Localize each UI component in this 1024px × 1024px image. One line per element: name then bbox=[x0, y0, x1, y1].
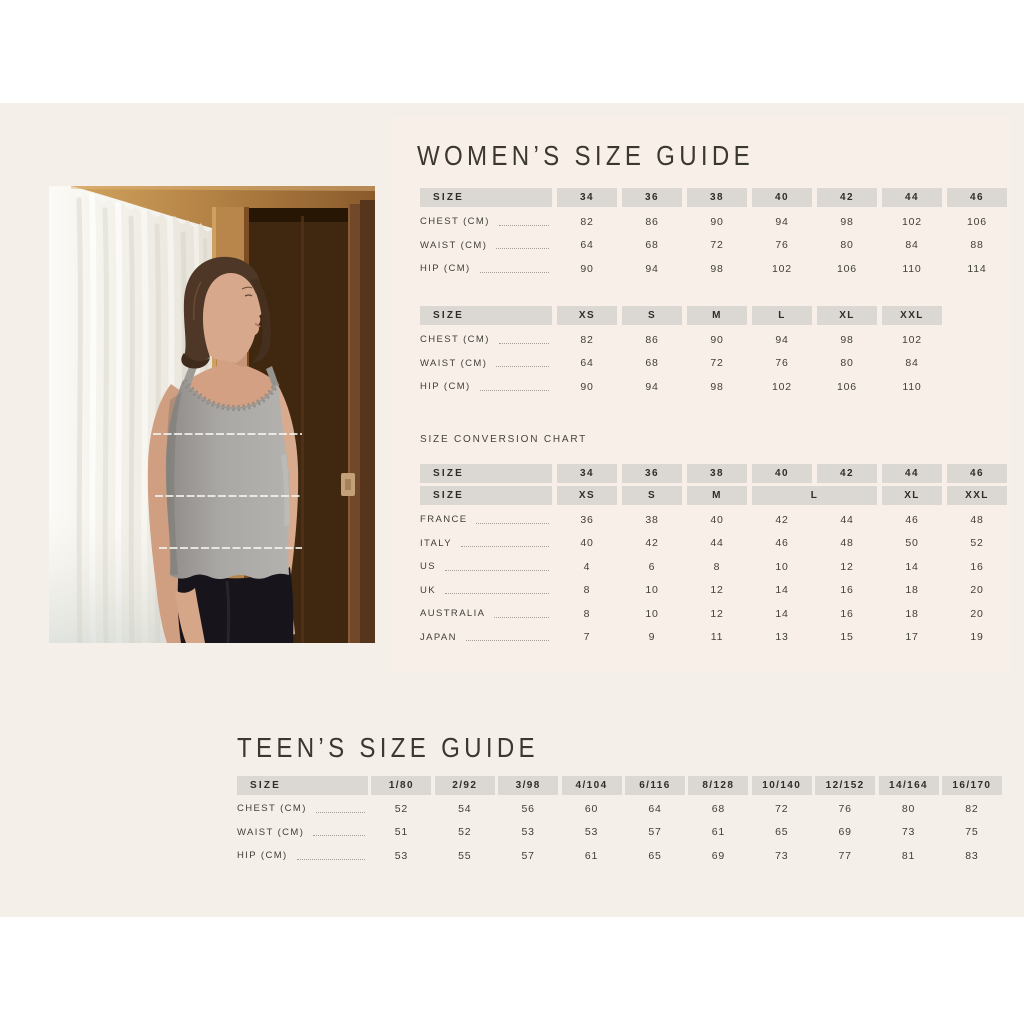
value-cell: 72 bbox=[710, 357, 724, 370]
size-header-cell: 42 bbox=[817, 188, 877, 207]
size-column-header-label: SIZE bbox=[237, 776, 368, 795]
row-label bbox=[420, 240, 552, 251]
row-label-text: HIP (CM) bbox=[420, 381, 471, 393]
row-label bbox=[237, 850, 368, 861]
measurement-row bbox=[420, 579, 1007, 603]
size-header-cell: 34 bbox=[557, 464, 617, 483]
value-cell: 38 bbox=[645, 513, 659, 526]
value-cell: 61 bbox=[711, 826, 725, 839]
size-header-cell: 6/116 bbox=[625, 776, 685, 795]
row-label bbox=[420, 514, 552, 525]
size-header-row bbox=[420, 486, 1007, 505]
size-header-cell: 4/104 bbox=[562, 776, 622, 795]
value-cell: 16 bbox=[840, 584, 854, 597]
value-cell: 52 bbox=[458, 826, 472, 839]
dotted-leader bbox=[445, 569, 549, 571]
value-cell: 94 bbox=[645, 380, 659, 393]
size-header-cell: 14/164 bbox=[879, 776, 939, 795]
dotted-leader bbox=[496, 365, 549, 367]
value-cell: 12 bbox=[710, 584, 724, 597]
dotted-leader bbox=[316, 811, 365, 813]
value-cell: 94 bbox=[775, 215, 789, 228]
value-cell: 94 bbox=[775, 333, 789, 346]
value-cell: 106 bbox=[837, 262, 857, 275]
value-cell: 102 bbox=[772, 380, 792, 393]
value-cell: 9 bbox=[648, 631, 656, 644]
size-column-header-label: SIZE bbox=[420, 188, 552, 207]
size-header-cell: L bbox=[752, 306, 812, 325]
value-cell: 19 bbox=[970, 631, 984, 644]
door-top-shadow bbox=[249, 208, 348, 222]
value-cell: 98 bbox=[840, 215, 854, 228]
value-cell: 53 bbox=[521, 826, 535, 839]
value-cell: 110 bbox=[902, 380, 922, 393]
model-photo-graphic bbox=[49, 186, 375, 643]
bottom-white-band bbox=[0, 917, 1024, 1024]
row-label-text: CHEST (CM) bbox=[420, 216, 490, 228]
row-label bbox=[420, 632, 552, 643]
row-label-text: FRANCE bbox=[420, 514, 468, 526]
value-cell: 8 bbox=[583, 584, 591, 597]
teen-size-guide-title: TEEN’S SIZE GUIDE bbox=[237, 732, 539, 763]
row-label bbox=[420, 263, 552, 274]
value-cell: 106 bbox=[967, 215, 987, 228]
dotted-leader bbox=[461, 545, 549, 547]
value-cell: 102 bbox=[772, 262, 792, 275]
value-cell: 8 bbox=[583, 607, 591, 620]
value-cell: 64 bbox=[648, 802, 662, 815]
value-cell: 40 bbox=[710, 513, 724, 526]
dotted-leader bbox=[466, 639, 549, 641]
value-cell: 80 bbox=[840, 357, 854, 370]
size-column-header-label: SIZE bbox=[420, 486, 552, 505]
value-cell: 46 bbox=[905, 513, 919, 526]
row-label bbox=[420, 381, 552, 392]
value-cell: 17 bbox=[905, 631, 919, 644]
measurement-row bbox=[420, 532, 1007, 556]
row-label-text: WAIST (CM) bbox=[420, 239, 488, 251]
value-cell: 53 bbox=[394, 849, 409, 862]
value-cell: 57 bbox=[521, 849, 535, 862]
value-cell: 68 bbox=[645, 239, 659, 252]
measurement-row bbox=[420, 234, 1007, 258]
value-cell: 51 bbox=[394, 826, 409, 839]
measurement-row bbox=[237, 821, 1002, 845]
value-cell: 83 bbox=[965, 849, 979, 862]
women-alpha-size-table bbox=[420, 306, 1007, 399]
value-cell: 11 bbox=[710, 631, 724, 644]
value-cell: 69 bbox=[711, 849, 725, 862]
value-cell: 82 bbox=[965, 802, 979, 815]
value-cell: 76 bbox=[838, 802, 852, 815]
measurement-row bbox=[420, 210, 1007, 234]
value-cell: 44 bbox=[840, 513, 854, 526]
women-size-guide-title: WOMEN’S SIZE GUIDE bbox=[417, 140, 754, 171]
measurement-row bbox=[420, 555, 1007, 579]
value-cell: 10 bbox=[645, 584, 659, 597]
value-cell: 110 bbox=[902, 262, 922, 275]
row-label bbox=[237, 803, 368, 814]
top-white-band bbox=[0, 0, 1024, 103]
value-cell: 10 bbox=[645, 607, 659, 620]
size-header-cell: 38 bbox=[687, 464, 747, 483]
size-header-cell: M bbox=[687, 486, 747, 505]
value-cell: 10 bbox=[775, 560, 789, 573]
size-header-row bbox=[237, 776, 1002, 795]
measurement-row bbox=[420, 508, 1007, 532]
value-cell: 20 bbox=[970, 607, 984, 620]
value-cell: 54 bbox=[458, 802, 472, 815]
value-cell: 14 bbox=[775, 584, 789, 597]
size-header-cell: 46 bbox=[947, 464, 1007, 483]
size-header-cell: 8/128 bbox=[688, 776, 748, 795]
size-header-cell: XL bbox=[817, 306, 877, 325]
dotted-leader bbox=[480, 271, 549, 273]
size-header-cell: 38 bbox=[687, 188, 747, 207]
teen-size-table bbox=[237, 776, 1002, 868]
value-cell: 90 bbox=[710, 215, 724, 228]
door-panel-line bbox=[301, 216, 304, 643]
value-cell: 75 bbox=[965, 826, 979, 839]
size-header-cell: L bbox=[752, 486, 877, 505]
value-cell: 98 bbox=[840, 333, 854, 346]
value-cell: 65 bbox=[775, 826, 789, 839]
size-header-cell: XS bbox=[557, 486, 617, 505]
size-header-cell: 40 bbox=[752, 464, 812, 483]
value-cell: 53 bbox=[584, 826, 599, 839]
size-header-cell: 46 bbox=[947, 188, 1007, 207]
size-header-row bbox=[420, 306, 1007, 325]
dotted-leader bbox=[494, 616, 549, 618]
value-cell: 52 bbox=[394, 802, 409, 815]
value-cell: 12 bbox=[840, 560, 854, 573]
size-header-cell: 10/140 bbox=[752, 776, 812, 795]
value-cell: 14 bbox=[905, 560, 919, 573]
pants-crease bbox=[227, 581, 229, 643]
dotted-leader bbox=[445, 592, 549, 594]
size-header-cell: 16/170 bbox=[942, 776, 1002, 795]
size-column-header-label: SIZE bbox=[420, 464, 552, 483]
value-cell: 44 bbox=[710, 537, 724, 550]
row-label-text: UK bbox=[420, 584, 436, 596]
size-header-cell: 42 bbox=[817, 464, 877, 483]
value-cell: 72 bbox=[775, 802, 789, 815]
frame-highlight bbox=[348, 204, 350, 643]
value-cell: 48 bbox=[970, 513, 984, 526]
value-cell: 98 bbox=[710, 262, 724, 275]
value-cell: 90 bbox=[710, 333, 724, 346]
right-edge-wood bbox=[360, 200, 375, 643]
row-label-text: ITALY bbox=[420, 537, 452, 549]
dotted-leader bbox=[480, 389, 549, 391]
value-cell: 77 bbox=[838, 849, 852, 862]
dotted-leader bbox=[476, 522, 549, 524]
value-cell: 94 bbox=[645, 262, 659, 275]
dotted-leader bbox=[313, 834, 365, 836]
value-cell: 98 bbox=[710, 380, 724, 393]
value-cell: 40 bbox=[580, 537, 594, 550]
value-cell: 86 bbox=[645, 215, 659, 228]
size-header-cell: 36 bbox=[622, 464, 682, 483]
size-header-cell: 12/152 bbox=[815, 776, 875, 795]
row-label-text: AUSTRALIA bbox=[420, 608, 486, 620]
value-cell: 18 bbox=[905, 607, 919, 620]
value-cell: 72 bbox=[710, 239, 724, 252]
value-cell: 42 bbox=[775, 513, 789, 526]
value-cell: 102 bbox=[902, 215, 922, 228]
size-header-cell: XL bbox=[882, 486, 942, 505]
value-cell: 114 bbox=[967, 262, 987, 275]
model-photo bbox=[49, 186, 375, 643]
value-cell: 20 bbox=[970, 584, 984, 597]
value-cell: 36 bbox=[580, 513, 594, 526]
value-cell: 42 bbox=[645, 537, 659, 550]
value-cell: 69 bbox=[838, 826, 852, 839]
row-label-text: WAIST (CM) bbox=[237, 826, 305, 838]
value-cell: 80 bbox=[901, 802, 916, 815]
value-cell: 82 bbox=[580, 215, 594, 228]
row-label-text: CHEST (CM) bbox=[420, 334, 490, 346]
value-cell: 6 bbox=[648, 560, 656, 573]
dotted-leader bbox=[499, 224, 549, 226]
measurement-row bbox=[237, 844, 1002, 868]
row-label bbox=[420, 538, 552, 549]
dotted-leader bbox=[496, 247, 549, 249]
size-header-cell: XS bbox=[557, 306, 617, 325]
value-cell: 84 bbox=[905, 357, 919, 370]
size-header-cell: 1/80 bbox=[371, 776, 431, 795]
size-header-cell: XXL bbox=[882, 306, 942, 325]
women-numeric-size-table bbox=[420, 188, 1007, 281]
value-cell: 80 bbox=[840, 239, 854, 252]
value-cell: 48 bbox=[840, 537, 854, 550]
value-cell: 12 bbox=[710, 607, 724, 620]
value-cell: 50 bbox=[905, 537, 919, 550]
measurement-row bbox=[420, 626, 1007, 650]
value-cell: 102 bbox=[902, 333, 922, 346]
size-header-cell: M bbox=[687, 306, 747, 325]
measurement-row bbox=[420, 257, 1007, 281]
size-header-cell: 34 bbox=[557, 188, 617, 207]
row-label bbox=[420, 585, 552, 596]
row-label-text: JAPAN bbox=[420, 631, 457, 643]
size-header-row bbox=[420, 464, 1007, 483]
size-header-cell: 3/98 bbox=[498, 776, 558, 795]
value-cell: 84 bbox=[905, 239, 919, 252]
value-cell: 88 bbox=[970, 239, 984, 252]
value-cell: 8 bbox=[713, 560, 721, 573]
size-header-cell: 40 bbox=[752, 188, 812, 207]
row-label bbox=[420, 334, 552, 345]
measurement-row bbox=[420, 352, 1007, 376]
row-label-text: WAIST (CM) bbox=[420, 357, 488, 369]
value-cell: 61 bbox=[584, 849, 599, 862]
value-cell: 68 bbox=[645, 357, 659, 370]
value-cell: 7 bbox=[583, 631, 591, 644]
size-conversion-table bbox=[420, 464, 1007, 649]
value-cell: 4 bbox=[583, 560, 591, 573]
row-label-text: HIP (CM) bbox=[237, 850, 288, 862]
value-cell: 64 bbox=[580, 357, 594, 370]
value-cell: 68 bbox=[711, 802, 725, 815]
value-cell: 90 bbox=[580, 262, 594, 275]
size-header-row bbox=[420, 188, 1007, 207]
value-cell: 15 bbox=[840, 631, 854, 644]
size-header-cell: 44 bbox=[882, 188, 942, 207]
measurement-row bbox=[420, 602, 1007, 626]
value-cell: 76 bbox=[775, 357, 789, 370]
value-cell: 82 bbox=[580, 333, 594, 346]
value-cell: 56 bbox=[521, 802, 535, 815]
row-label bbox=[420, 216, 552, 227]
row-label-text: US bbox=[420, 561, 436, 573]
value-cell: 76 bbox=[775, 239, 789, 252]
value-cell: 73 bbox=[775, 849, 789, 862]
value-cell: 46 bbox=[775, 537, 789, 550]
size-header-cell: 2/92 bbox=[435, 776, 495, 795]
value-cell: 13 bbox=[775, 631, 789, 644]
light-switch-button bbox=[345, 479, 351, 490]
size-header-cell: XXL bbox=[947, 486, 1007, 505]
size-header-cell: 36 bbox=[622, 188, 682, 207]
value-cell: 52 bbox=[970, 537, 984, 550]
row-label bbox=[420, 608, 552, 619]
size-conversion-caption: SIZE CONVERSION CHART bbox=[420, 434, 588, 445]
dotted-leader bbox=[499, 342, 549, 344]
size-header-cell: S bbox=[622, 486, 682, 505]
value-cell: 86 bbox=[645, 333, 659, 346]
value-cell: 14 bbox=[775, 607, 789, 620]
value-cell: 57 bbox=[648, 826, 662, 839]
value-cell: 55 bbox=[458, 849, 472, 862]
value-cell: 65 bbox=[648, 849, 662, 862]
row-label bbox=[420, 561, 552, 572]
value-cell: 60 bbox=[584, 802, 599, 815]
measurement-row bbox=[237, 797, 1002, 821]
value-cell: 106 bbox=[837, 380, 857, 393]
row-label bbox=[237, 827, 368, 838]
value-cell: 16 bbox=[970, 560, 984, 573]
size-header-cell: S bbox=[622, 306, 682, 325]
dotted-leader bbox=[297, 858, 365, 860]
value-cell: 18 bbox=[905, 584, 919, 597]
value-cell: 81 bbox=[901, 849, 916, 862]
value-cell: 64 bbox=[580, 239, 594, 252]
value-cell: 16 bbox=[840, 607, 854, 620]
measurement-row bbox=[420, 328, 1007, 352]
size-header-cell: 44 bbox=[882, 464, 942, 483]
measurement-row bbox=[420, 375, 1007, 399]
row-label-text: HIP (CM) bbox=[420, 263, 471, 275]
value-cell: 73 bbox=[901, 826, 916, 839]
value-cell: 90 bbox=[580, 380, 594, 393]
row-label bbox=[420, 358, 552, 369]
row-label-text: CHEST (CM) bbox=[237, 803, 307, 815]
size-column-header-label: SIZE bbox=[420, 306, 552, 325]
